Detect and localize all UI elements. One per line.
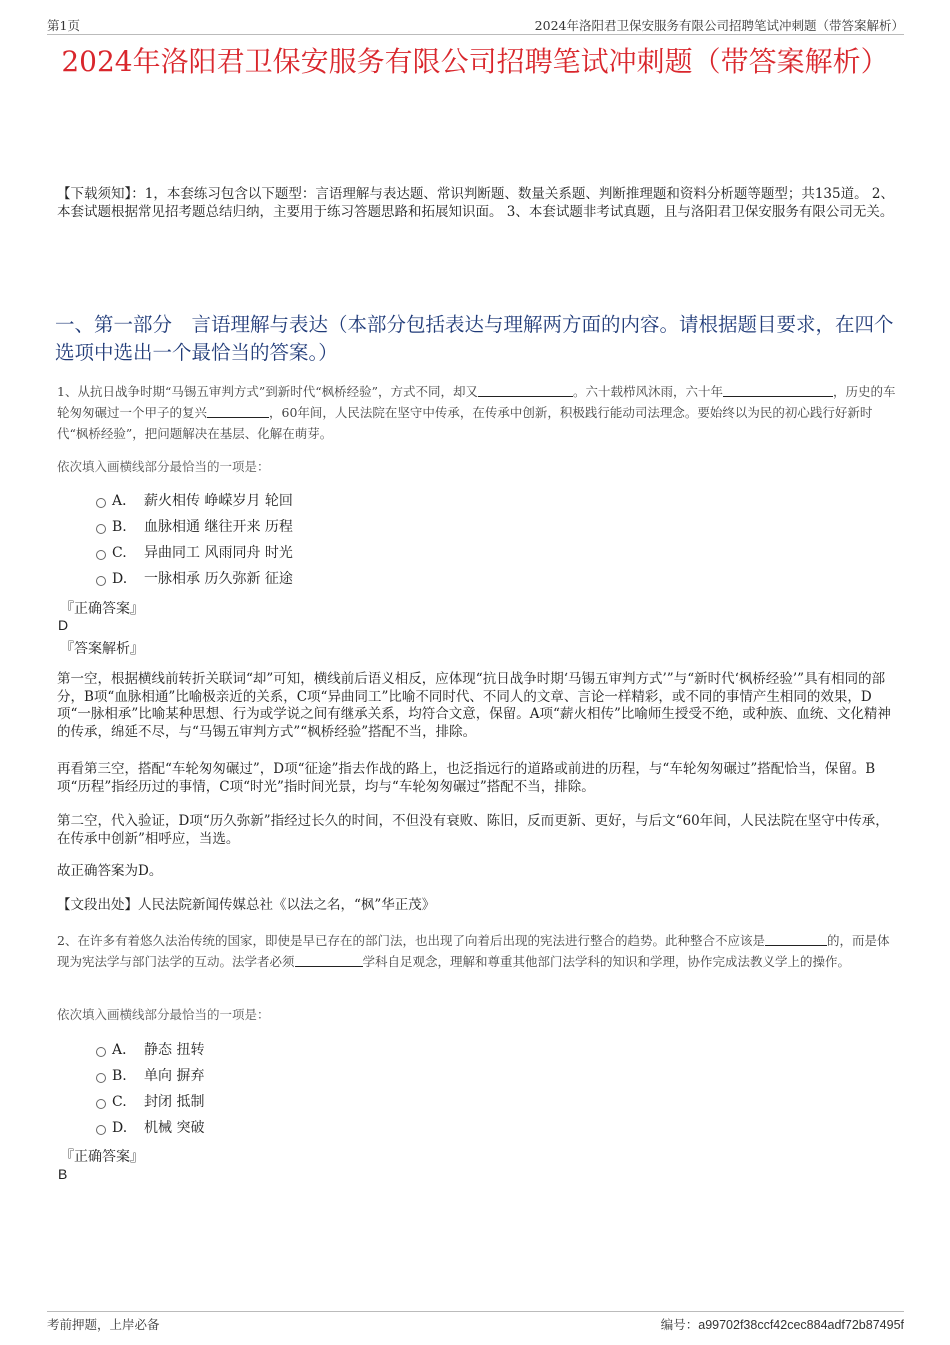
q1-option-b[interactable]: B. 血脉相通 继往开来 历程 <box>96 517 293 537</box>
question-2-stem: 2、在许多有着悠久法治传统的国家，即使是早已存在的部门法，也出现了向着后出现的宪法进行整合的趋势。此种整合不应该是 的，而是体现为宪法学与部门法学的互动。法学者必须 学科自足观念，理解和尊重其他部门法学科的知识和学理，协作完成法教义学上的操作。 <box>57 933 890 969</box>
radio-icon[interactable] <box>96 1099 106 1109</box>
q1-source: 【文段出处】人民法院新闻传媒总社《以法之名，“枫”华正茂》 <box>57 897 436 913</box>
q1-analysis-paragraph: 第一空，根据横线前转折关联词“却”可知，横线前后语义相反，应体现“抗日战争时期‘马锡五审判方式’”与“新时代‘枫桥经验’”具有相同的部分，B项“血脉相通”比喻极亲近的关系，C项“异曲同工”比喻不同时代、不同人的文章、言论一样精彩，或不同的事情产生相同的效果，D项“一脉相承”比喻某种思想、行为或学说之间有继承关系，均符合文意，保留。A项“薪火相传”比喻师生授受不绝，或种族、血统、文化精神的传承，绵延不尽，与“马锡五审判方式”“枫桥经验”搭配不当，排除。 <box>57 671 891 740</box>
blank-2 <box>723 384 833 397</box>
q2-answer-label: 『正确答案』 <box>60 1149 144 1165</box>
q1-analysis-paragraph: 第二空，代入验证，D项“历久弥新”指经过长久的时间，不但没有衰败、陈旧，反而更新、更好，与后文“60年间，人民法院在坚守中传承，在传承中创新”相呼应，当选。 <box>57 813 889 847</box>
radio-icon[interactable] <box>96 550 106 560</box>
q2-option-b[interactable]: B. 单向 摒弃 <box>96 1066 204 1086</box>
blank-2 <box>295 954 363 967</box>
document-title: 2024年洛阳君卫保安服务有限公司招聘笔试冲刺题（带答案解析） <box>61 45 889 78</box>
q1-option-d[interactable]: D. 一脉相承 历久弥新 征途 <box>96 569 293 589</box>
q1-analysis-conclusion: 故正确答案为D。 <box>57 863 163 879</box>
q1-analysis-paragraph: 再看第三空，搭配“车轮匆匆碾过”，D项“征途”指去作战的路上，也泛指远行的道路或前进的历程，与“车轮匆匆碾过”搭配恰当，保留。B项“历程”指经历过的事情，C项“时光”指时间光景，均与“车轮匆匆碾过”搭配不当，排除。 <box>57 761 876 795</box>
blank-3 <box>207 405 269 418</box>
footer-slogan: 考前押题，上岸必备 <box>47 1317 160 1332</box>
q2-option-d[interactable]: D. 机械 突破 <box>96 1118 204 1138</box>
blank-1 <box>478 384 573 397</box>
page-footer <box>47 1311 904 1332</box>
radio-icon[interactable] <box>96 1125 106 1135</box>
page-header <box>47 14 904 35</box>
radio-icon[interactable] <box>96 1047 106 1057</box>
q2-answer: B <box>58 1166 68 1182</box>
q1-option-a[interactable]: A． 薪火相传 峥嵘岁月 轮回 <box>96 491 293 511</box>
q1-answer-label: 『正确答案』 <box>60 601 144 617</box>
question-1-prompt: 依次填入画横线部分最恰当的一项是： <box>57 459 270 474</box>
download-notice: 【下载须知】：1，本套练习包含以下题型：言语理解与表达题、常识判断题、数量关系题、判断推理题和资料分析题等题型；共135道。 2、本套试题根据常见招考题总结归纳，主要用于练习答题思路和拓展知识面。 3、本套试题非考试真题，且与洛阳君卫保安服务有限公司无关。 <box>57 186 894 220</box>
radio-icon[interactable] <box>96 524 106 534</box>
section-heading: 一、第一部分 言语理解与表达（本部分包括表达与理解两方面的内容。请根据题目要求，在四个选项中选出一个最恰当的答案。） <box>55 313 894 364</box>
radio-icon[interactable] <box>96 1073 106 1083</box>
blank-1 <box>765 933 827 946</box>
radio-icon[interactable] <box>96 498 106 508</box>
question-2-prompt: 依次填入画横线部分最恰当的一项是： <box>57 1007 270 1022</box>
q1-analysis-label: 『答案解析』 <box>60 641 144 657</box>
q1-option-c[interactable]: C. 异曲同工 风雨同舟 时光 <box>96 543 293 563</box>
header-doc-title: 2024年洛阳君卫保安服务有限公司招聘笔试冲刺题（带答案解析） <box>534 18 904 33</box>
question-1-stem: 1、从抗日战争时期“马锡五审判方式”到新时代“枫桥经验”，方式不同，却又 。六十载栉风沐雨，六十年 ，历史的车轮匆匆碾过一个甲子的复兴 ，60年间，人民法院在坚守中传承，在传承中创新，积极践行能动司法理念。要始终以为民的初心践行好新时代“枫桥经验”，把问题解决在基层、化解在萌芽。 <box>57 384 896 441</box>
q2-option-a[interactable]: A． 静态 扭转 <box>96 1040 204 1060</box>
radio-icon[interactable] <box>96 576 106 586</box>
document-code: 编号：a99702f38ccf42cec884adf72b87495f <box>660 1317 904 1332</box>
q2-option-c[interactable]: C. 封闭 抵制 <box>96 1092 204 1112</box>
q1-answer: D <box>58 617 69 633</box>
page-number: 第1页 <box>47 18 80 33</box>
